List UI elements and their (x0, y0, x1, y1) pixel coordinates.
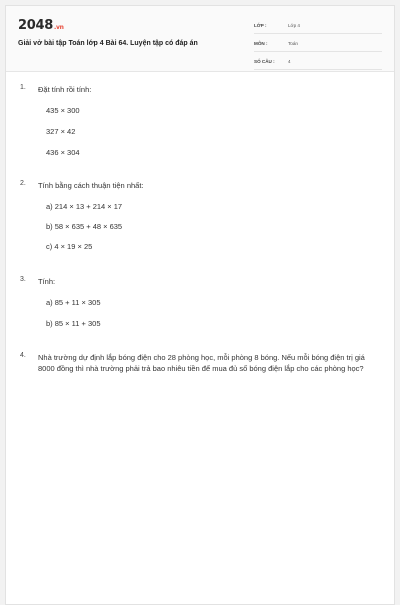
logo-text: 2048 (18, 18, 53, 33)
worksheet (5, 5, 395, 605)
question-text: Tính: (38, 277, 56, 286)
meta-label: MÔN : (254, 41, 268, 46)
question-item: a) 214 × 13 + 214 × 17 (46, 202, 123, 211)
meta-value: Lớp 4 (288, 23, 300, 28)
meta-label: SỐ CÂU : (254, 59, 275, 64)
question-number: 3. (20, 276, 26, 283)
worksheet-meta (254, 20, 382, 74)
question-item: 436 × 304 (46, 148, 80, 157)
logo-suffix: .vn (53, 24, 64, 31)
meta-row-count (254, 56, 382, 70)
question-text: Tính bằng cách thuận tiện nhất: (38, 181, 144, 190)
meta-value: Toán (288, 41, 298, 46)
meta-row-class (254, 20, 382, 34)
question-item: a) 85 + 11 × 305 (46, 298, 101, 307)
worksheet-title: Giải vở bài tập Toán lớp 4 Bài 64. Luyện tập có đáp án (18, 40, 198, 47)
question-item: 435 × 300 (46, 106, 80, 115)
site-logo[interactable] (18, 18, 64, 33)
meta-value: 4 (288, 59, 291, 64)
question-item: 327 × 42 (46, 127, 76, 136)
meta-row-subject (254, 38, 382, 52)
question-number: 4. (20, 352, 26, 359)
question-text: Nhà trường dự định lắp bóng điện cho 28 phòng học, mỗi phòng 8 bóng. Nếu mỗi bóng điện trị giá 8000 đồng thì nhà trường phải trả bao nhiêu tiền để mua đủ số bóng điện lắp cho các phòng học? (38, 353, 365, 373)
question-number: 1. (20, 84, 26, 91)
question-text: Đặt tính rồi tính: (38, 85, 92, 94)
question-number: 2. (20, 180, 26, 187)
question-item: c) 4 × 19 × 25 (46, 242, 93, 251)
question-item: b) 85 × 11 + 305 (46, 319, 101, 328)
question-item: b) 58 × 635 + 48 × 635 (46, 222, 123, 231)
meta-label: LỚP : (254, 23, 267, 28)
worksheet-header (6, 6, 394, 72)
